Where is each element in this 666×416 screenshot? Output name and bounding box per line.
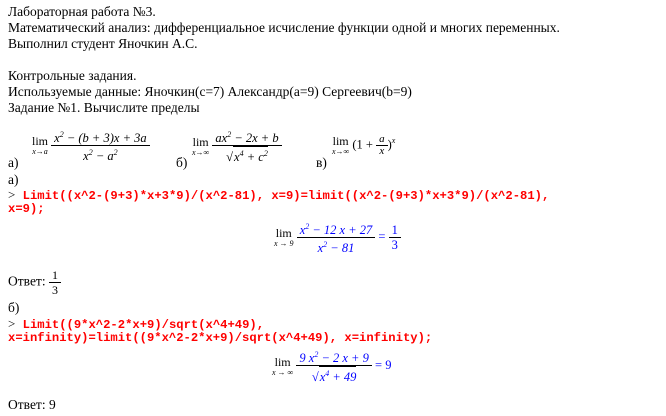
part-b-command-cont[interactable] bbox=[8, 331, 432, 346]
doc-author: Выполнил студент Яночкин А.С. bbox=[8, 36, 198, 51]
part-b-command-line2[interactable]: x=infinity)=limit((9*x^2-2*x+9)/sqrt(x^4+49), x=infinity); bbox=[8, 331, 433, 345]
task-formula-a: lim x→a $\frac{x^2 - (b + 3)x + 3a}{x^2 - a^2}$ bbox=[32, 128, 150, 163]
part-a-command-cont[interactable] bbox=[8, 202, 45, 217]
part-a-command[interactable] bbox=[8, 187, 549, 204]
part-a-answer-den: 3 bbox=[51, 283, 58, 297]
data-used-line: Используемые данные: Яночкин(с=7) Александр(а=9) Сергеевич(b=9) bbox=[8, 84, 412, 99]
task-formula-v: lim x→∞ (1 + $\frac{a}{x}$ )$^x$ bbox=[332, 133, 396, 157]
task-label-a: а) bbox=[8, 155, 19, 170]
task-title: Задание №1. Вычислите пределы bbox=[8, 100, 200, 115]
part-a-result-den: 3 bbox=[391, 238, 398, 253]
part-b-answer-value: 9 bbox=[48, 397, 56, 412]
part-b-label: б) bbox=[8, 300, 20, 315]
part-a-answer bbox=[8, 268, 61, 297]
maple-prompt: > bbox=[8, 187, 16, 202]
maple-prompt-b: > bbox=[8, 316, 16, 331]
part-a-command-line1[interactable]: Limit((x^2-(9+3)*x+3*9)/(x^2-81), x=9)=limit((x^2-(9+3)*x+3*9)/(x^2-81), bbox=[22, 189, 550, 203]
part-a-output: lim x → 9 $\frac{x^2 - 12 x + 27}{x^2 - 81}$ = $\frac{1}{3}$ bbox=[274, 220, 401, 255]
part-b-result: 9 bbox=[385, 358, 392, 373]
task-label-v: в) bbox=[316, 155, 327, 170]
doc-subject: Математический анализ: дифференциальное исчисление функции одной и многих переменных. bbox=[8, 20, 560, 35]
part-a-command-line2[interactable]: x=9); bbox=[8, 202, 45, 216]
part-a-answer-label: Ответ: bbox=[8, 273, 46, 289]
part-a-answer-num: 1 bbox=[49, 268, 61, 283]
part-a-label: а) bbox=[8, 172, 19, 187]
part-b-answer bbox=[8, 397, 56, 413]
task-label-b: б) bbox=[176, 155, 188, 170]
doc-title: Лабораторная работа №3. bbox=[8, 4, 156, 19]
section-heading: Контрольные задания. bbox=[8, 68, 137, 83]
part-a-result-num: 1 bbox=[389, 223, 401, 238]
part-b-command-line1[interactable]: Limit((9*x^2-2*x+9)/sqrt(x^4+49), bbox=[22, 318, 265, 332]
task-formula-b: lim x→∞ $\frac{ax^2 - 2x + b}{√x^4 + c^2}$ bbox=[192, 128, 282, 164]
part-b-output: lim x → ∞ $\frac{9 x^2 - 2 x + 9}{√x^4 + 49}$ = 9 bbox=[272, 350, 392, 385]
part-b-answer-label: Ответ: bbox=[8, 397, 46, 412]
